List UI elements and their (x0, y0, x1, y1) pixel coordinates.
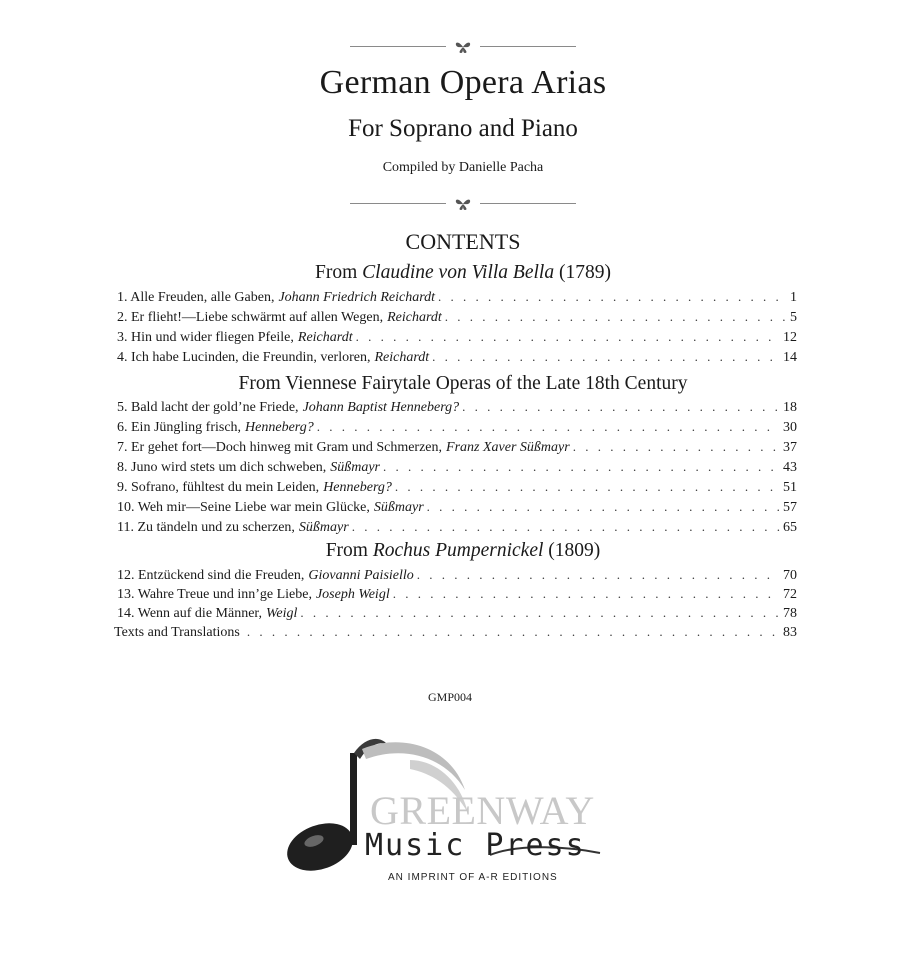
page-number: 14 (783, 350, 797, 365)
toc-entry (117, 397, 797, 417)
section-prefix: From (325, 540, 373, 561)
page-number: 78 (783, 606, 797, 621)
composer-name: Henneberg? (245, 420, 314, 435)
composer-name: Reichardt (297, 330, 353, 345)
aria-title: 14. Wenn auf die Männer, (117, 606, 263, 621)
page-number: 72 (783, 587, 797, 602)
dot-leader (393, 584, 780, 604)
fleuron-icon (453, 40, 473, 54)
aria-title: 11. Zu tändeln und zu scherzen, (117, 520, 295, 535)
dot-leader (395, 477, 780, 497)
composer-name: Johann Baptist Henneberg? (302, 400, 460, 415)
dot-leader (462, 397, 780, 417)
dot-leader (352, 517, 780, 537)
page-number: 43 (783, 460, 797, 475)
top-ornament (350, 40, 576, 54)
ornament-rule-right (480, 203, 576, 204)
dot-leader (573, 437, 780, 457)
toc-entry (117, 287, 797, 307)
compiler-credit: Compiled by Danielle Pacha (382, 160, 544, 175)
page-number: 51 (783, 480, 797, 495)
dot-leader (432, 347, 780, 367)
composer-name: Franz Xaver Süßmayr (446, 440, 570, 455)
middle-ornament (350, 197, 576, 211)
book-title: German Opera Arias (319, 64, 607, 101)
composer-name: Süßmayr (330, 460, 380, 475)
aria-title: 5. Bald lacht der gold’ne Friede, (117, 400, 299, 415)
ornament-rule-right (480, 46, 576, 47)
aria-title: 3. Hin und wider fliegen Pfeile, (117, 330, 294, 345)
page-number: 57 (783, 500, 797, 515)
page-number: 5 (790, 310, 797, 325)
dot-leader (317, 417, 780, 437)
section-prefix: From (315, 262, 363, 283)
section-heading (0, 373, 900, 395)
section-opera-title: Claudine von Villa Bella (362, 262, 555, 283)
section-opera-title: Rochus Pumpernickel (372, 540, 544, 561)
toc-entry (117, 603, 797, 623)
section-heading (0, 540, 900, 562)
composer-name: Reichardt (387, 310, 442, 325)
page-number: 30 (783, 420, 797, 435)
toc-entry (117, 327, 797, 347)
page-number: 18 (783, 400, 797, 415)
page-number: 70 (783, 568, 797, 583)
composer-name: Joseph Weigl (315, 587, 390, 602)
toc-entry (117, 565, 797, 585)
section-prefix: From Viennese Fairytale Operas of the Late 18th Century (238, 373, 688, 394)
ornament-rule-left (350, 46, 446, 47)
toc-entry (117, 307, 797, 327)
toc-entry (117, 477, 797, 497)
book-subtitle: For Soprano and Piano (348, 115, 578, 142)
toc-entry (117, 497, 797, 517)
page-number: 1 (790, 290, 797, 305)
aria-title: 4. Ich habe Lucinden, die Freundin, verloren, (117, 350, 371, 365)
catalog-number: GMP004 (427, 690, 472, 704)
dot-leader (383, 457, 780, 477)
fleuron-icon (453, 197, 473, 211)
aria-title: 1. Alle Freuden, alle Gaben, (117, 290, 275, 305)
aria-title: 6. Ein Jüngling frisch, (117, 420, 242, 435)
composer-name: Süßmayr (298, 520, 349, 535)
section-suffix: (1789) (554, 262, 611, 283)
page-number: 83 (783, 625, 797, 640)
composer-name: Süßmayr (373, 500, 424, 515)
dot-leader (247, 622, 780, 642)
aria-title: 7. Er gehet fort—Doch hinweg mit Gram und Schmerzen, (117, 440, 443, 455)
aria-title: 8. Juno wird stets um dich schweben, (117, 460, 327, 475)
aria-title: 9. Sofrano, fühltest du mein Leiden, (117, 480, 320, 495)
aria-title: 12. Entzückend sind die Freuden, (117, 568, 305, 583)
page-number: 12 (783, 330, 797, 345)
composer-name: Johann Friedrich Reichardt (278, 290, 436, 305)
toc-entry (117, 457, 797, 477)
composer-name: Reichardt (374, 350, 430, 365)
logo-wordmark: GREENWAY (370, 788, 595, 833)
dot-leader (300, 603, 780, 623)
page-number: 65 (783, 520, 797, 535)
toc-entry (117, 437, 797, 457)
logo-imprint: AN IMPRINT OF A-R EDITIONS (388, 872, 558, 883)
section-suffix: (1809) (543, 540, 601, 561)
ornament-rule-left (350, 203, 446, 204)
dot-leader (427, 497, 780, 517)
toc-entry (117, 584, 797, 604)
composer-name: Giovanni Paisiello (308, 568, 414, 583)
composer-name: Henneberg? (323, 480, 392, 495)
toc-entry (117, 417, 797, 437)
aria-title: 10. Weh mir—Seine Liebe war mein Glücke, (117, 500, 370, 515)
dot-leader (438, 287, 787, 307)
appendix-title: Texts and Translations (114, 625, 240, 640)
page-number: 37 (783, 440, 797, 455)
dot-leader (356, 327, 780, 347)
aria-title: 13. Wahre Treue und inn’ge Liebe, (117, 587, 312, 602)
logo-subtitle: Music Press (365, 828, 586, 863)
aria-title: 2. Er flieht!—Liebe schwärmt auf allen Wegen, (117, 310, 384, 325)
composer-name: Weigl (266, 606, 298, 621)
section-heading (0, 262, 900, 284)
toc-entry-appendix (114, 622, 797, 642)
contents-heading: CONTENTS (405, 229, 521, 254)
toc-entry (117, 517, 797, 537)
dot-leader (417, 565, 780, 585)
toc-entry (117, 347, 797, 367)
dot-leader (445, 307, 787, 327)
